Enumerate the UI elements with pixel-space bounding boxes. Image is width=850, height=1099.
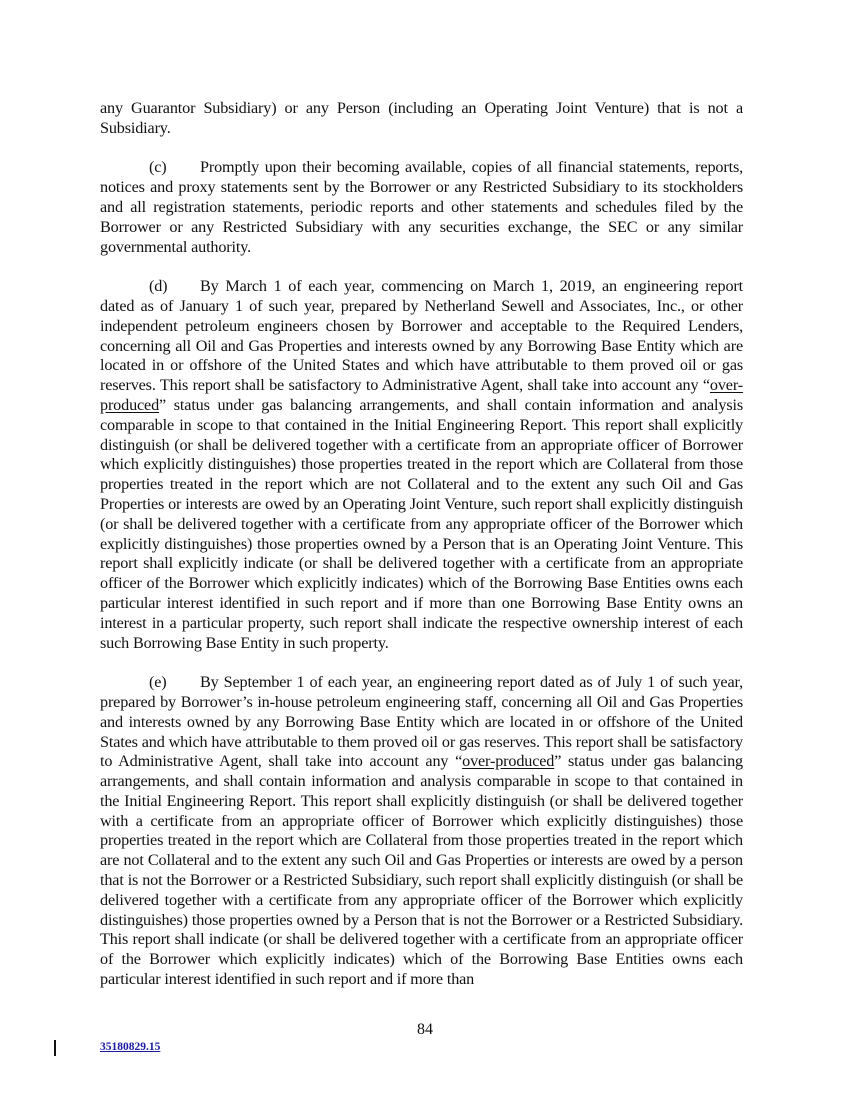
paragraph-label: (c): [149, 158, 167, 177]
underlined-term: over-produced: [100, 376, 743, 414]
paragraph-text: ” status under gas balancing arrangements, and shall contain information and analysis comparable in scope to that contained in the Initial Engineering Report. This report shall explicitly distinguish (or shall be delivered together with a certificate from an appropriate officer of Borrower which explicitly distinguishes) those properties treated in the report which are Collateral from those properties treated in the report which are not Collateral and to the extent any such Oil and Gas Properties or interests are owed by an Operating Joint Venture, such report shall explicitly distinguish (or shall be delivered together with a certificate from any appropriate officer of the Borrower which explicitly distinguishes) those properties owned by a Person that is an Operating Joint Venture. This report shall explicitly indicate (or shall be delivered together with a certificate from an appropriate officer of the Borrower which explicitly indicates) which of the Borrowing Base Entities owns each particular interest identified in such report and if more than one Borrowing Base Entity owns an interest in a particular property, such report shall indicate the respective ownership interest of each such Borrowing Base Entity in such property.: [100, 395, 743, 652]
paragraph-e: [100, 673, 743, 990]
body-text: [100, 99, 743, 1010]
paragraph-text: By March 1 of each year, commencing on March 1, 2019, an engineering report dated as of January 1 of such year, prepared by Netherland Sewell and Associates, Inc., or other independent petroleum engineers chosen by Borrower and acceptable to the Required Lenders, concerning all Oil and Gas Properties and interests owned by any Borrowing Base Entity which are located in or offshore of the United States and which have attributable to them proved oil or gas reserves. This report shall be satisfactory to Administrative Agent, shall take into account any “: [100, 277, 743, 395]
change-bar: [54, 1040, 56, 1056]
paragraph-label: (e): [149, 673, 167, 692]
paragraph-text: Promptly upon their becoming available, copies of all financial statements, reports, notices and proxy statements sent by the Borrower or any Restricted Subsidiary to its stockholders and all registration statements, periodic reports and other statements and schedules filed by the Borrower or any Restricted Subsidiary with any securities exchange, the SEC or any similar governmental authority.: [100, 158, 743, 256]
paragraph-text: ” status under gas balancing arrangements, and shall contain information and analysis comparable in scope to that contained in the Initial Engineering Report. This report shall explicitly distinguish (or shall be delivered together with a certificate from an appropriate officer of Borrower which explicitly distinguishes) those properties treated in the report which are Collateral from those properties treated in the report which are not Collateral and to the extent any such Oil and Gas Properties or interests are owed by a person that is not the Borrower or a Restricted Subsidiary, such report shall explicitly distinguish (or shall be delivered together with a certificate from any appropriate officer of the Borrower which explicitly distinguishes) those properties owned by a Person that is not the Borrower or a Restricted Subsidiary. This report shall indicate (or shall be delivered together with a certificate from an appropriate officer of the Borrower which explicitly indicates) which of the Borrowing Base Entities owns each particular interest identified in such report and if more than: [100, 752, 743, 989]
paragraph-c: [100, 158, 743, 257]
paragraph-text: By September 1 of each year, an engineering report dated as of July 1 of such year, prepared by Borrower’s in-house petroleum engineering staff, concerning all Oil and Gas Properties and interests owned by any Borrowing Base Entity which are located in or offshore of the United States and which have attributable to them proved oil or gas reserves. This report shall be satisfactory to Administrative Agent, shall take into account any “: [100, 673, 743, 771]
paragraph-d: [100, 277, 743, 653]
page-number: 84: [417, 1021, 433, 1038]
document-id: 35180829.15: [100, 1041, 161, 1053]
continuation-paragraph: any Guarantor Subsidiary) or any Person (including an Operating Joint Venture) that is not a Subsidiary.: [100, 99, 743, 137]
paragraph-label: (d): [149, 277, 168, 296]
underlined-term: over-produced: [462, 752, 555, 771]
